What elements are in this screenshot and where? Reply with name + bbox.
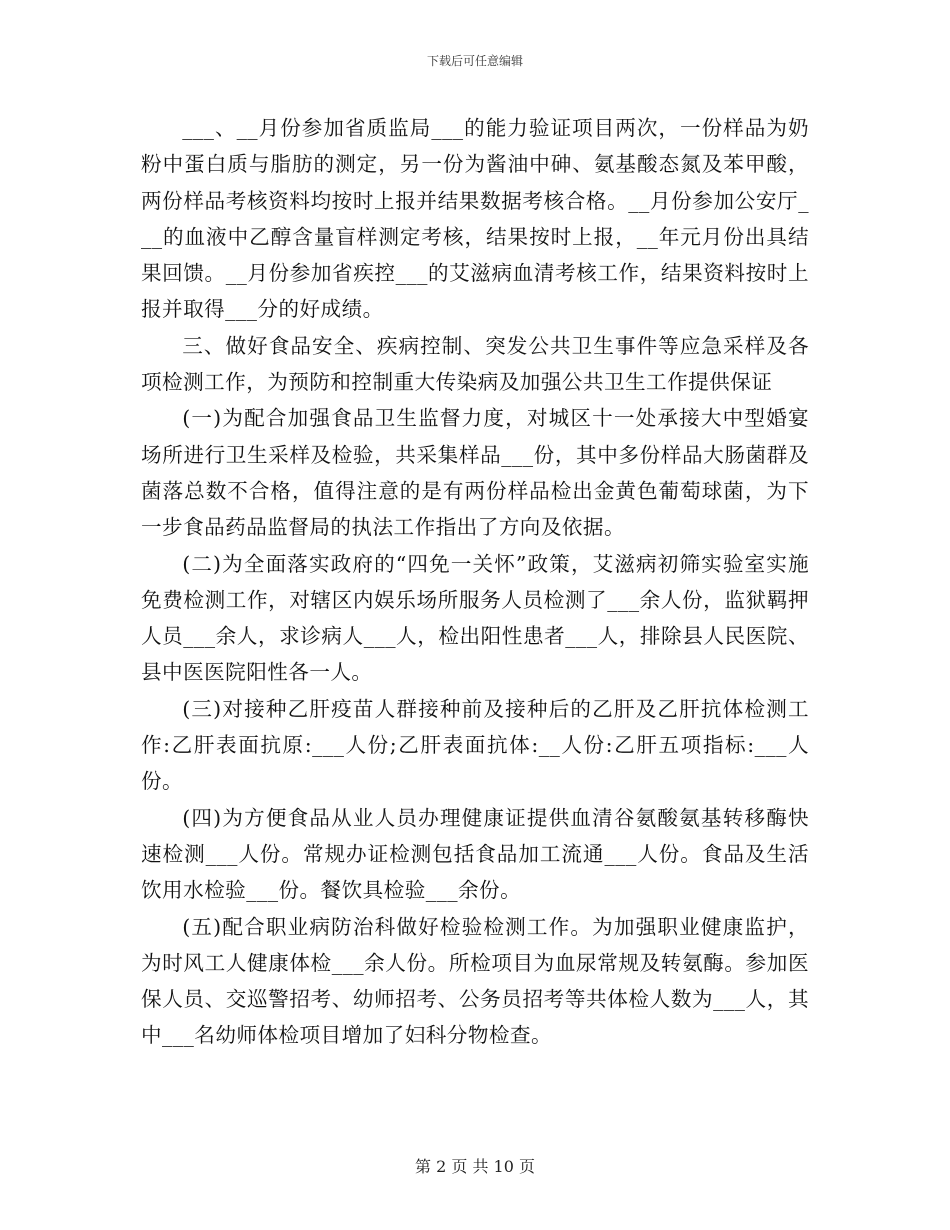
paragraph-section-three-heading: 三、做好食品安全、疾病控制、突发公共卫生事件等应急采样及各项检测工作，为预防和控制重大传染病及加强公共卫生工作提供保证 [141,333,809,395]
page-header-note: 下载后可任意编辑 [426,54,523,68]
paragraph-hepatitis-b: (三)对接种乙肝疫苗人群接种前及接种后的乙肝及乙肝抗体检测工作:乙肝表面抗原:___人份;乙肝表面抗体:__人份:乙肝五项指标:___人份。 [141,696,809,794]
document-body [141,110,809,1054]
paragraph-food-hygiene: (一)为配合加强食品卫生监督力度，对城区十一处承接大中型婚宴场所进行卫生采样及检验，共采集样品___份，其中多份样品大肠菌群及菌落总数不合格，值得注意的是有两份样品检出金黄色葡萄球菌，为下一步食品药品监督局的执法工作指出了方向及依据。 [141,406,809,540]
page-number: 第 2 页 共 10 页 [415,1157,535,1176]
paragraph-proficiency-testing: ___、__月份参加省质监局___的能力验证项目两次，一份样品为奶粉中蛋白质与脂肪的测定，另一份为酱油中砷、氨基酸态氮及苯甲酸，两份样品考核资料均按时上报并结果数据考核合格。__月份参加公安厅___的血液中乙醇含量盲样测定考核，结果按时上报，__年元月份出具结果回馈。__月份参加省疾控___的艾滋病血清考核工作，结果资料按时上报并取得___分的好成绩。 [141,116,809,322]
paragraph-occupational-health: (五)配合职业病防治科做好检验检测工作。为加强职业健康监护，为时风工人健康体检___余人份。所检项目为血尿常规及转氨酶。参加医保人员、交巡警招考、幼师招考、公务员招考等共体检人数为___人，其中___名幼师体检项目增加了妇科分物检查。 [141,914,809,1048]
paragraph-health-certificate: (四)为方便食品从业人员办理健康证提供血清谷氨酸氨基转移酶快速检测___人份。常规办证检测包括食品加工流通___人份。食品及生活饮用水检验___份。餐饮具检验___余份。 [141,805,809,903]
paragraph-aids-screening: (二)为全面落实政府的“四免一关怀”政策，艾滋病初筛实验室实施免费检测工作，对辖区内娱乐场所服务人员检测了___余人份，监狱羁押人员___余人，求诊病人___人，检出阳性患者___人，排除县人民医院、县中医医院阳性各一人。 [141,551,809,685]
